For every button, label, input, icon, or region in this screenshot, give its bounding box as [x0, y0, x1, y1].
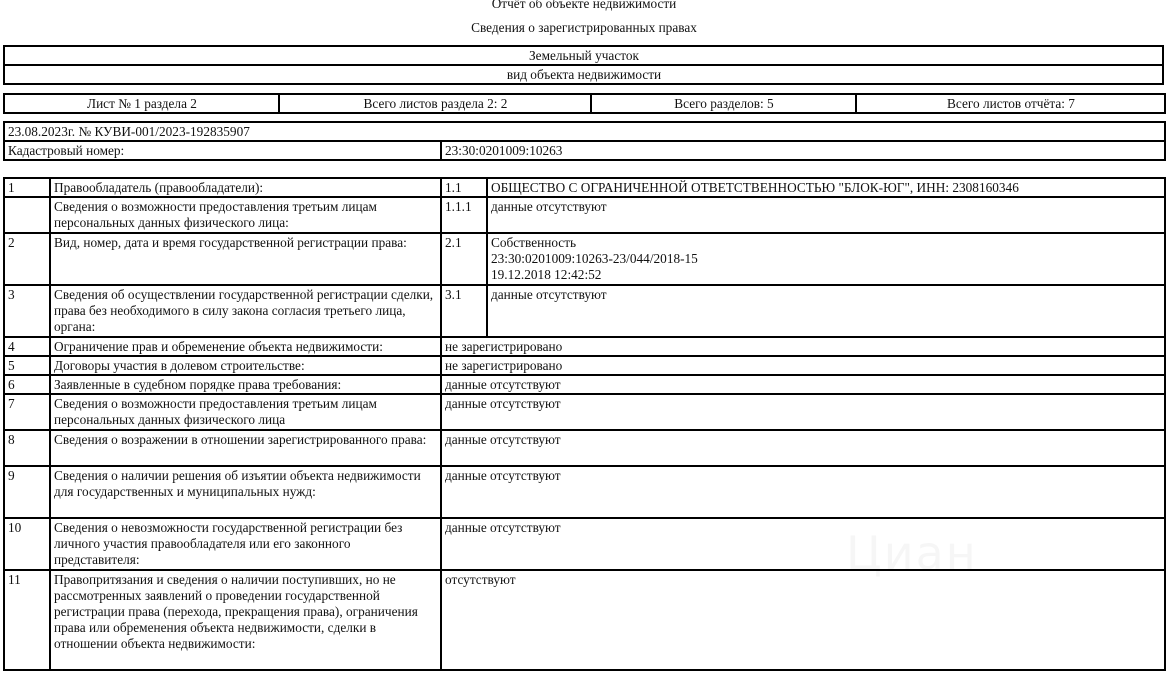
row-value: данные отсутствуют: [487, 285, 1165, 337]
table-row: [4, 430, 1165, 466]
cadastral-value: 23:30:0201009:10263: [441, 141, 1165, 160]
row-value: данные отсутствуют: [441, 375, 1165, 394]
row-subnumber: 3.1: [441, 285, 487, 337]
rights-table: [3, 177, 1166, 671]
row-label: Договоры участия в долевом строительстве:: [50, 356, 441, 375]
row-label: Заявленные в судебном порядке права требования:: [50, 375, 441, 394]
row-number: 6: [4, 375, 50, 394]
row-label: Правопритязания и сведения о наличии поступивших, но не рассмотренных заявлений о проведении государственной регистрации права (перехода, прекращения права), ограничения права или обременения объекта недвижимости, сделки в отношении объекта недвижимости:: [50, 570, 441, 670]
row-number: 7: [4, 394, 50, 430]
row-value: данные отсутствуют: [441, 430, 1165, 466]
row-subnumber: 1.1.1: [441, 197, 487, 233]
row-value: отсутствуют: [441, 570, 1165, 670]
row-subnumber: 1.1: [441, 178, 487, 197]
total-sections: Всего разделов: 5: [591, 94, 856, 113]
table-row: [4, 337, 1165, 356]
row-value: данные отсутствуют: [487, 197, 1165, 233]
row-label: Сведения о возможности предоставления третьим лицам персональных данных физического лица: [50, 394, 441, 430]
meta-table: [3, 121, 1166, 161]
registration-number: 23:30:0201009:10263-23/044/2018-15: [491, 251, 698, 266]
report-title: Отчёт об объекте недвижимости: [491, 0, 677, 11]
section-sheets-count: Всего листов раздела 2: 2: [279, 94, 591, 113]
row-label: Сведения о наличии решения об изъятии объекта недвижимости для государственных и муниципальных нужд:: [50, 466, 441, 518]
right-type: Собственность: [491, 235, 577, 250]
registration-datetime: 19.12.2018 12:42:52: [491, 267, 602, 282]
row-value: данные отсутствуют: [441, 466, 1165, 518]
right-holder-value: ОБЩЕСТВО С ОГРАНИЧЕННОЙ ОТВЕТСТВЕННОСТЬЮ "БЛОК-ЮГ", ИНН: 2308160346: [487, 178, 1165, 197]
table-row: [4, 375, 1165, 394]
row-number: 8: [4, 430, 50, 466]
row-number: [4, 197, 50, 233]
table-row: [4, 518, 1165, 570]
row-label: Сведения о невозможности государственной регистрации без личного участия правообладателя или его законного представителя:: [50, 518, 441, 570]
object-type-value: Земельный участок: [4, 46, 1163, 65]
registration-value: [487, 233, 1165, 285]
table-row: [4, 570, 1165, 670]
table-row: [4, 285, 1165, 337]
table-row: [4, 356, 1165, 375]
document-number: 23.08.2023г. № КУВИ-001/2023-192835907: [4, 122, 1165, 141]
table-row: [4, 197, 1165, 233]
row-label: Сведения об осуществлении государственной регистрации сделки, права без необходимого в силу закона согласия третьего лица, органа:: [50, 285, 441, 337]
sheets-table: [3, 93, 1166, 114]
row-label: Сведения о возражении в отношении зарегистрированного права:: [50, 430, 441, 466]
table-row: [4, 178, 1165, 197]
cadastral-label: Кадастровый номер:: [4, 141, 441, 160]
row-number: 3: [4, 285, 50, 337]
row-value: данные отсутствуют: [441, 518, 1165, 570]
table-row: [4, 394, 1165, 430]
row-label: Правообладатель (правообладатели):: [50, 178, 441, 197]
total-sheets: Всего листов отчёта: 7: [856, 94, 1165, 113]
table-row: [4, 233, 1165, 285]
row-value: данные отсутствуют: [441, 394, 1165, 430]
row-number: 10: [4, 518, 50, 570]
sheet-number: Лист № 1 раздела 2: [4, 94, 279, 113]
row-number: 9: [4, 466, 50, 518]
row-value: не зарегистрировано: [441, 356, 1165, 375]
row-subnumber: 2.1: [441, 233, 487, 285]
row-number: 1: [4, 178, 50, 197]
row-label: Вид, номер, дата и время государственной регистрации права:: [50, 233, 441, 285]
section-title: Сведения о зарегистрированных правах: [471, 20, 697, 35]
object-type-table: [3, 45, 1164, 85]
row-number: 11: [4, 570, 50, 670]
row-value: не зарегистрировано: [441, 337, 1165, 356]
row-number: 5: [4, 356, 50, 375]
row-number: 2: [4, 233, 50, 285]
table-row: [4, 466, 1165, 518]
row-number: 4: [4, 337, 50, 356]
object-type-label: вид объекта недвижимости: [4, 65, 1163, 84]
row-label: Ограничение прав и обременение объекта недвижимости:: [50, 337, 441, 356]
row-label: Сведения о возможности предоставления третьим лицам персональных данных физического лица:: [50, 197, 441, 233]
